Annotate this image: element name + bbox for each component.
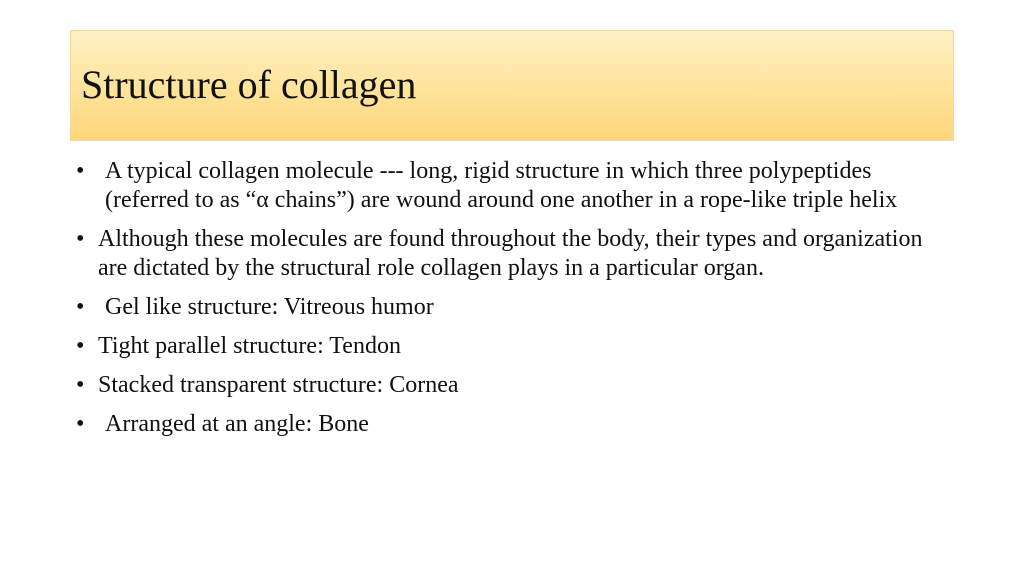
bullet-text: A typical collagen molecule --- long, rigid structure in which three polypeptides (referred to as “α chains”) are wound around one another in a rope-like triple helix <box>105 158 898 213</box>
bullet-icon: • <box>76 294 85 320</box>
title-banner <box>70 30 954 141</box>
bullet-item-gel-structure <box>74 293 954 322</box>
bullet-text: Stacked transparent structure: Cornea <box>98 372 459 398</box>
bullet-text: Although these molecules are found throughout the body, their types and organization are dictated by the structural role collagen plays in a particular organ. <box>98 226 923 281</box>
bullet-item-typical-molecule <box>74 157 954 215</box>
slide-title: Structure of collagen <box>81 62 417 107</box>
bullet-icon: • <box>76 411 85 437</box>
bullet-text: Arranged at an angle: Bone <box>105 411 369 437</box>
bullet-item-distribution <box>74 225 954 283</box>
bullet-item-parallel-structure <box>74 332 954 361</box>
bullet-icon: • <box>76 333 85 359</box>
bullet-text: Tight parallel structure: Tendon <box>98 333 401 359</box>
bullet-item-angled-structure <box>74 410 954 439</box>
bullet-icon: • <box>76 372 85 398</box>
bullet-list <box>74 157 954 449</box>
bullet-text: Gel like structure: Vitreous humor <box>105 294 434 320</box>
bullet-icon: • <box>76 226 85 252</box>
bullet-icon: • <box>76 158 85 184</box>
bullet-item-stacked-structure <box>74 371 954 400</box>
